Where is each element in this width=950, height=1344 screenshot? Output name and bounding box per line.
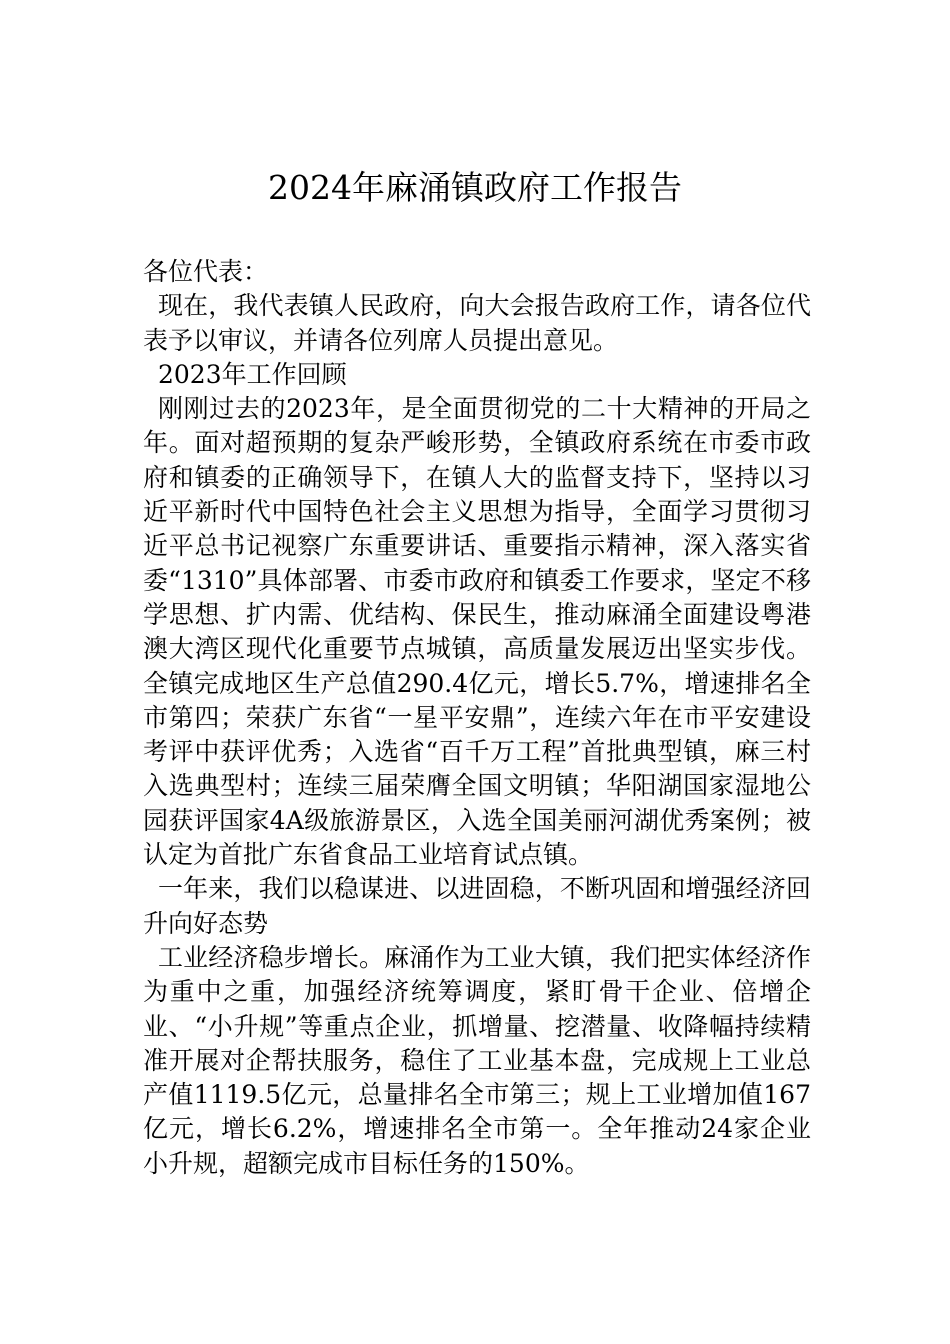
salutation: 各位代表： [143,257,269,286]
paragraph-overview: 刚刚过去的2023年，是全面贯彻党的二十大精神的开局之年。面对超预期的复杂严峻形势，全镇政府系统在市委市政府和镇委的正确领导下，在镇人大的监督支持下，坚持以习近平新时代中国特色社会主义思想为指导，全面学习贯彻习近平总书记视察广东重要讲话、重要指示精神，深入落实省委“1310”具体部署、市委市政府和镇委工作要求，坚定不移学思想、扩内需、优结构、保民生，推动麻涌全面建设粤港澳大湾区现代化重要节点城镇，高质量发展迈出坚实步伐。全镇完成地区生产总值290.4亿元，增长5.7%，增速排名全市第四；荣获广东省“一星平安鼎”，连续六年在市平安建设考评中获评优秀；入选省“百千万工程”首批典型镇，麻三村入选典型村；连续三届荣膺全国文明镇；华阳湖国家湿地公园获评国家4A级旅游景区，入选全国美丽河湖优秀案例；被认定为首批广东省食品工业培育试点镇。 [143,394,811,870]
subsection-heading-economy: 一年来，我们以稳谋进、以进固稳，不断巩固和增强经济回升向好态势 [143,874,811,938]
document-title: 2024年麻涌镇政府工作报告 [268,168,682,207]
paragraph-opening: 现在，我代表镇人民政府，向大会报告政府工作，请各位代表予以审议，并请各位列席人员提出意见。 [143,291,811,355]
paragraph-industry: 工业经济稳步增长。麻涌作为工业大镇，我们把实体经济作为重中之重，加强经济统筹调度，紧盯骨干企业、倍增企业、“小升规”等重点企业，抓增量、挖潜量、收降幅持续精准开展对企帮扶服务，稳住了工业基本盘，完成规上工业总产值1119.5亿元，总量排名全市第三；规上工业增加值167亿元，增长6.2%，增速排名全市第一。全年推动24家企业小升规，超额完成市目标任务的150%。 [143,942,811,1178]
document-body [143,255,811,1181]
section-heading-review: 2023年工作回顾 [158,359,347,389]
